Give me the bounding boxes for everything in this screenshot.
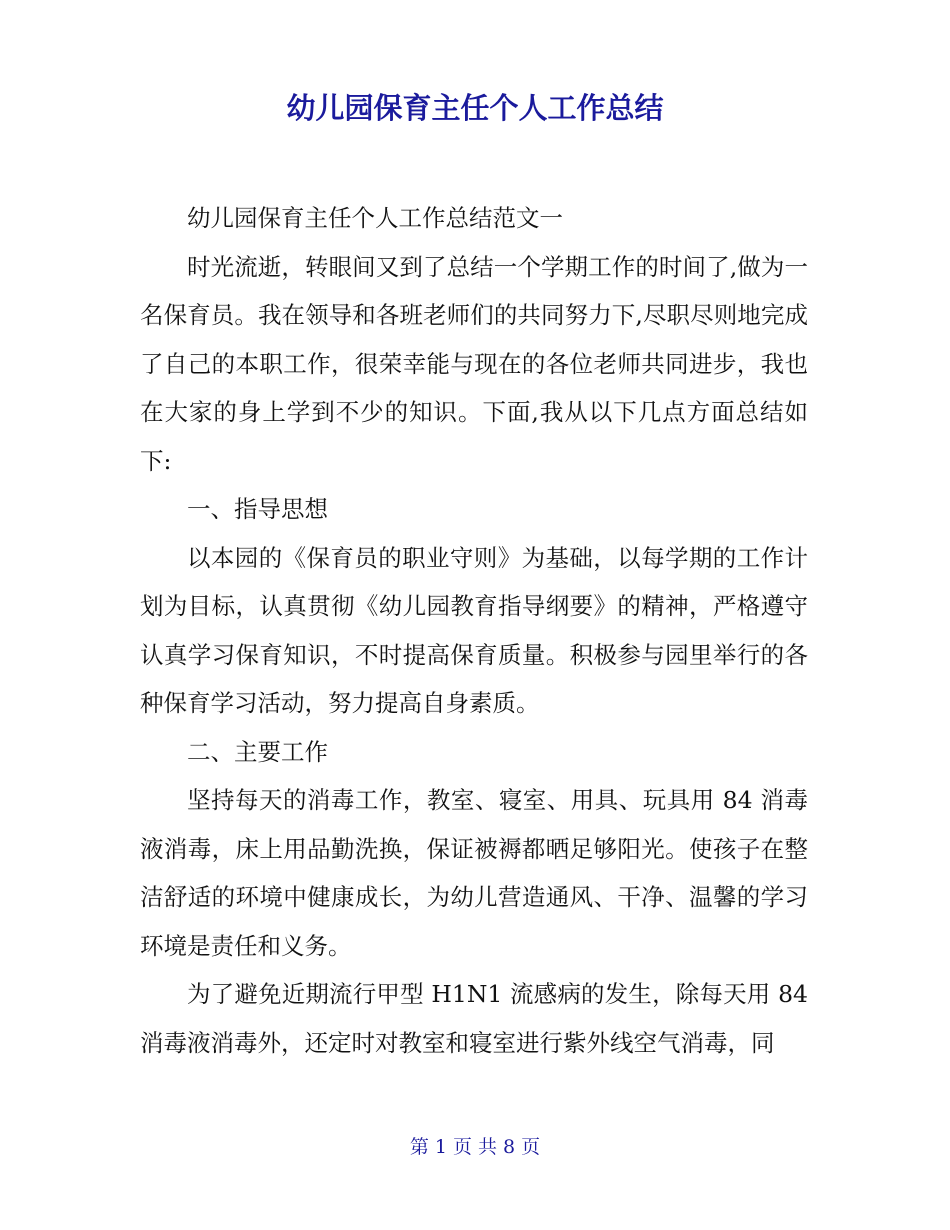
document-body	[140, 194, 808, 1067]
paragraph-guiding-thought: 以本园的《保育员的职业守则》为基础，以每学期的工作计划为目标，认真贯彻《幼儿园教育指导纲要》的精神，严格遵守认真学习保育知识，不时提高保育质量。积极参与园里举行的各种保育学习活动，努力提高自身素质。	[140, 543, 808, 717]
paragraph-intro: 时光流逝，转眼间又到了总结一个学期工作的时间了,做为一名保育员。我在领导和各班老师们的共同努力下,尽职尽则地完成了自己的本职工作，很荣幸能与现在的各位老师共同进步，我也在大家的身上学到不少的知识。下面,我从以下几点方面总结如下:	[140, 252, 808, 475]
section-heading-main-work: 二、主要工作	[187, 737, 328, 766]
page-number-footer: 第 1 页 共 8 页	[409, 1136, 541, 1158]
paragraph-disinfection: 坚持每天的消毒工作，教室、寝室、用具、玩具用 84 消毒液消毒，床上用品勤洗换，保证被褥都晒足够阳光。使孩子在整洁舒适的环境中健康成长，为幼儿营造通风、干净、温馨的学习环境是责任和义务。	[140, 786, 808, 960]
paragraph-h1n1: 为了避免近期流行甲型 H1N1 流感病的发生，除每天用 84 消毒液消毒外，还定时对教室和寝室进行紫外线空气消毒，同	[140, 980, 808, 1057]
section-heading-guiding-thought: 一、指导思想	[187, 495, 328, 523]
document-title: 幼儿园保育主任个人工作总结	[286, 91, 664, 125]
paragraph-subtitle: 幼儿园保育主任个人工作总结范文一	[187, 204, 563, 232]
